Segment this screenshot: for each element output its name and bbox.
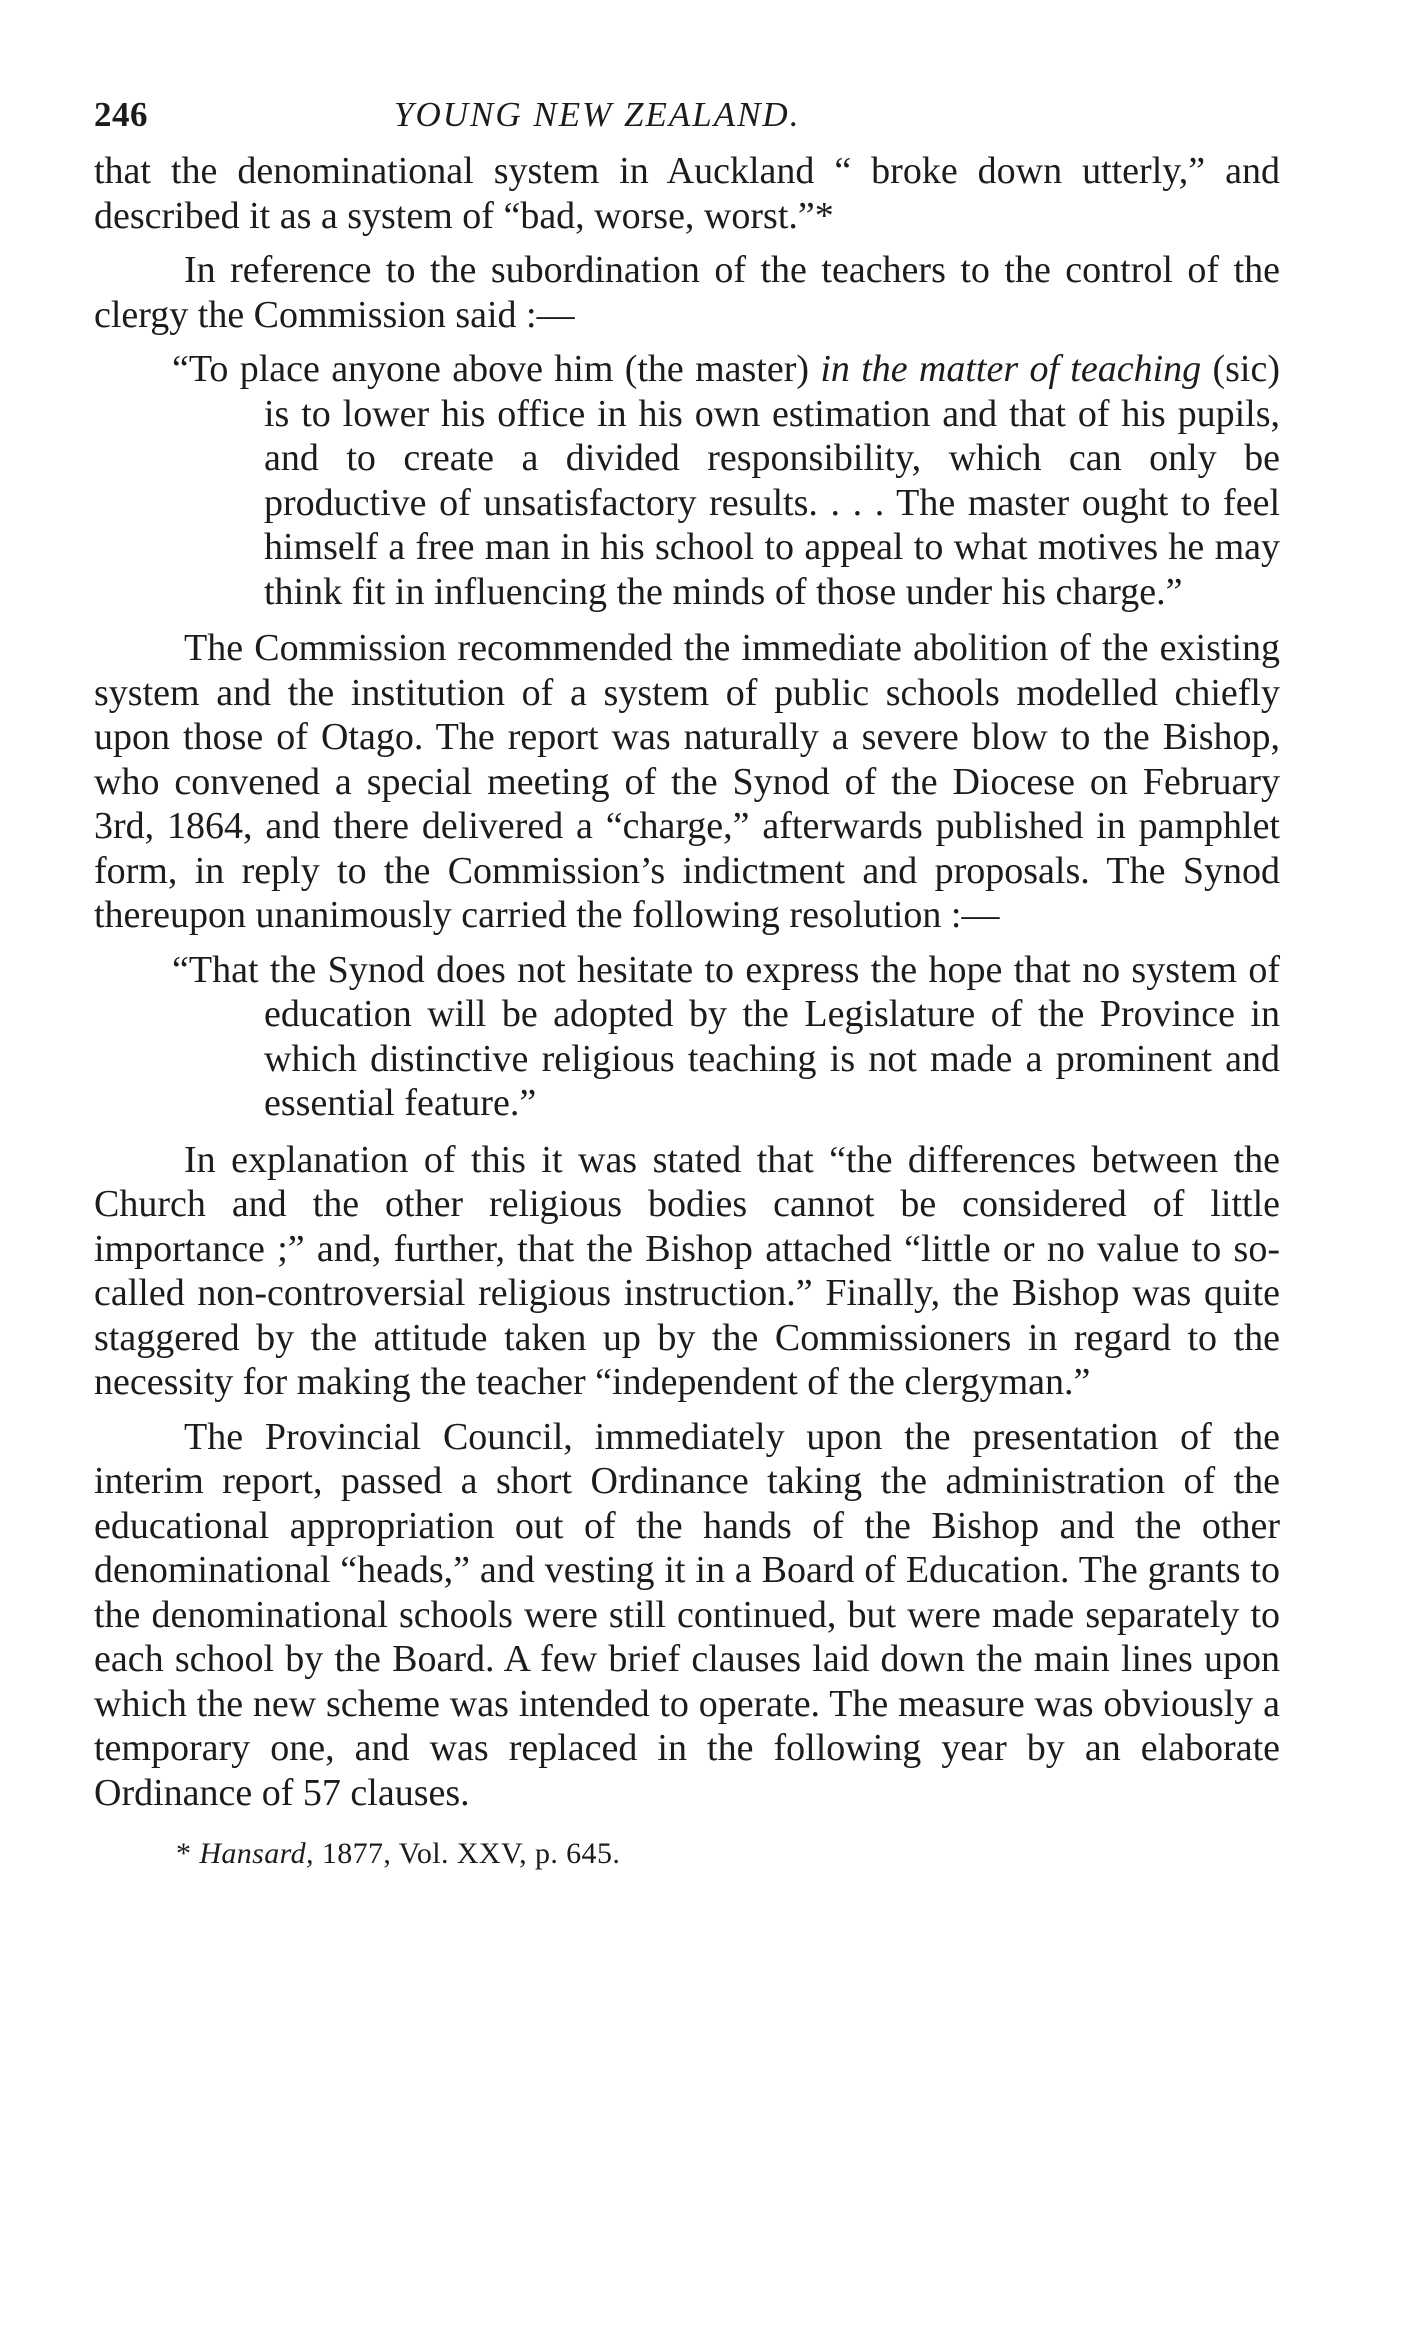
block-quote-commission (172, 347, 1280, 614)
footnote (94, 1837, 1280, 1871)
footnote-source: Hansard, (199, 1837, 314, 1870)
quote-text-end: (sic) is to lower his office in his own estimation and that of his pupils, and to create a divided responsibility, which can only be productive of unsatisfactory results. . . . The master ought to feel himself a free man in his school to appeal to what motives he may think fit in influencing the minds of those under his charge.” (264, 348, 1280, 613)
running-title: YOUNG NEW ZEALAND. (394, 95, 801, 134)
block-quote-synod-resolution: “That the Synod does not hesitate to express the hope that no system of education will be adopted by the Legislature of the Province in which distinctive religious teaching is not made a prominent and essential feature.” (172, 948, 1280, 1124)
page-header (94, 95, 1280, 135)
footnote-marker: * (176, 1837, 200, 1870)
paragraph-continuation: that the denominational system in Auckland “ broke down utterly,” and described it as a system of “bad, worse, worst.”* (94, 150, 1280, 237)
paragraph-explanation: In explanation of this it was stated that “the differences between the Church and the other religious bodies cannot be considered of little importance ;” and, further, that the Bishop attached “little or no value to so-called non-controversial religious instruction.” Finally, the Bishop was quite staggered by the attitude taken up by the Commissioners in regard to the necessity for making the teacher “independent of the clergyman.” (94, 1138, 1280, 1403)
quote-text-start: “To place anyone above him (the master) (172, 348, 821, 390)
page-number: 246 (94, 95, 148, 134)
quote-emphasis: in the matter of teaching (820, 348, 1202, 390)
footnote-citation: 1877, Vol. XXV, p. 645. (313, 1837, 621, 1870)
paragraph-provincial-council: The Provincial Council, immediately upon the presentation of the interim report, passed a short Ordinance taking the administration of the educational appropriation out of the hands of the Bishop and the other denominational “heads,” and vesting it in a Board of Education. The grants to the denominational schools were still continued, but were made separately to each school by the Board. A few brief clauses laid down the main lines upon which the new scheme was intended to operate. The measure was obviously a temporary one, and was replaced in the following year by an elaborate Ordinance of 57 clauses. (94, 1415, 1280, 1814)
paragraph-recommendation: The Commission recommended the immediate abolition of the existing system and the institution of a system of public schools modelled chiefly upon those of Otago. The report was naturally a severe blow to the Bishop, who convened a special meeting of the Synod of the Diocese on February 3rd, 1864, and there delivered a “charge,” afterwards published in pamphlet form, in reply to the Commission’s indictment and proposals. The Synod thereupon unanimously carried the following resolution :— (94, 627, 1280, 936)
paragraph-subordination: In reference to the subordination of the teachers to the control of the clergy the Commission said :— (94, 249, 1280, 336)
